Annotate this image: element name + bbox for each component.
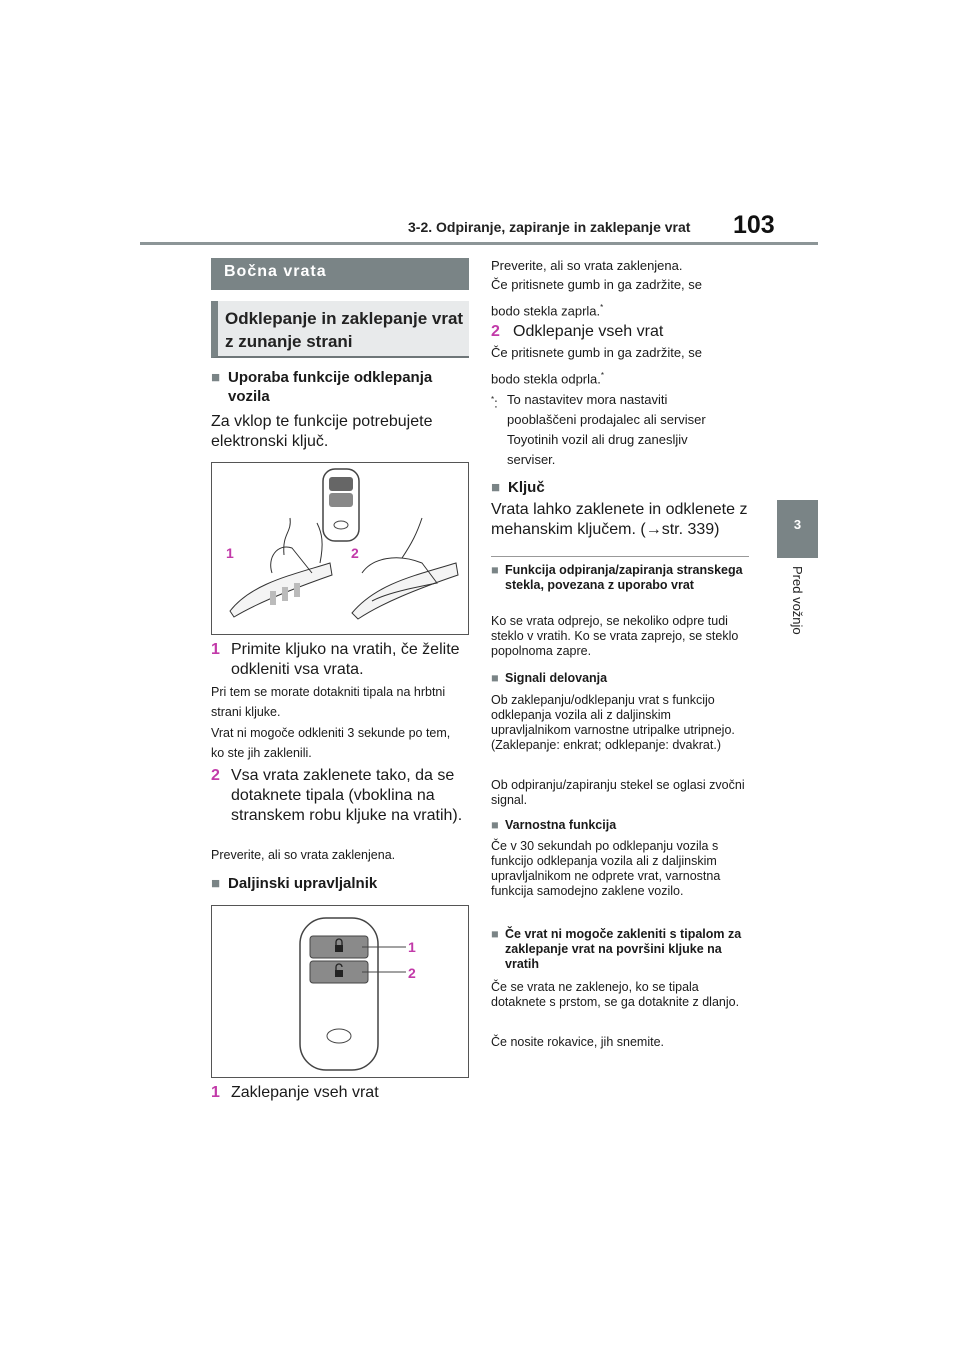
note-signals-text2: Ob odpiranju/zapiranju stekel se oglasi zvočni signal.	[491, 778, 745, 807]
step2-number: 2	[211, 767, 220, 784]
notes-divider	[491, 556, 749, 557]
subsection-title-box	[211, 301, 469, 358]
remote-key-icon	[300, 918, 378, 1070]
footnote	[491, 390, 746, 470]
note-security-heading: Varnostna funkcija	[505, 818, 617, 832]
remote-step2-number: 2	[491, 323, 500, 340]
footnote-marker	[491, 390, 498, 413]
footnote-line3: Toyotinih vozil ali drug zanesljiv	[507, 432, 688, 447]
step1	[211, 640, 466, 680]
note-signals-text1: Ob zaklepanju/odklepanju vrat s funkcijo odklepanja vozila ali z daljinskim upravljalnikom varnostne utripalke utripnejo. (Zaklepanje: enkrat; odklepanje: dvakrat.)	[491, 693, 735, 752]
step1-note2: Vrat ni mogoče odkleniti 3 sekunde po tem, ko ste jih zaklenili.	[211, 726, 451, 760]
hold-unlock-line2	[491, 366, 746, 389]
running-header-title: 3-2. Odpiranje, zapiranje in zaklepanje vrat	[408, 219, 691, 235]
door-handle-figure	[211, 462, 469, 635]
footnote-line2: pooblaščeni prodajalec ali serviser	[507, 412, 706, 427]
step1-note1: Pri tem se morate dotakniti tipala na hrbtni strani kljuke.	[211, 685, 446, 719]
key-text: Vrata lahko zaklenete in odklenete z mehanskim ključem. (→str. 339)	[491, 501, 748, 538]
square-bullet-icon: ■	[491, 479, 501, 496]
hold-lock-line2-text: bodo stekla zaprla.	[491, 303, 601, 319]
step2-note: Preverite, ali so vrata zaklenjena.	[211, 848, 396, 862]
figure1-callout-1: 1	[226, 545, 234, 561]
check-locked-text: Preverite, ali so vrata zaklenjena.	[491, 258, 683, 273]
remote-step1	[211, 1083, 466, 1103]
step1-number: 1	[211, 641, 220, 658]
chapter-label: Pred vožnjo	[790, 566, 805, 635]
square-bullet-icon: ■	[491, 927, 499, 941]
footnote-line4: serviser.	[507, 452, 556, 467]
key-fob-icon	[323, 469, 359, 541]
section-title: Bočna vrata	[224, 263, 327, 280]
note-window-heading: Funkcija odpiranja/zapiranja stranskega stekla, povezana z uporabo vrat	[505, 563, 743, 592]
square-bullet-icon: ■	[491, 563, 499, 577]
square-bullet-icon: ■	[491, 818, 499, 832]
square-bullet-icon: ■	[491, 671, 499, 685]
note-signals-heading: Signali delovanja	[505, 671, 608, 685]
remote-step1-text: Zaklepanje vseh vrat	[231, 1084, 379, 1101]
remote-figure	[211, 905, 469, 1078]
footnote-asterisk: *	[491, 395, 495, 404]
square-bullet-icon: ■	[211, 875, 221, 892]
note-window-text: Ko se vrata odprejo, se nekoliko odpre tudi steklo v vratih. Ko se vrata zaprejo, se steklo popolnoma zapre.	[491, 614, 739, 658]
hold-unlock-line1: Če pritisnete gumb in ga zadržite, se	[491, 345, 702, 360]
section-title-bar	[211, 258, 469, 290]
note-security-text: Če v 30 sekundah po odklepanju vozila s funkcijo odklepanja vozila ali z daljinskim upravljalnikom ne odprete vrat, varnostna funkcija samodejno zaklene vozilo.	[491, 839, 721, 898]
figure2-callout-1: 1	[408, 939, 416, 955]
page-number: 103	[733, 211, 775, 239]
note-security	[491, 818, 749, 833]
remote-step1-number: 1	[211, 1084, 220, 1101]
heading-remote	[211, 874, 461, 893]
heading-smart-unlock	[211, 368, 461, 406]
note-cannot-lock-text2: Če nosite rokavice, jih snemite.	[491, 1035, 664, 1049]
heading-key-text: Ključ	[508, 479, 545, 496]
chapter-number: 3	[793, 517, 802, 532]
figure1-callout-2: 2	[351, 545, 359, 561]
note-signals	[491, 671, 749, 686]
footnote-colon: :	[494, 395, 498, 411]
hold-unlock-line2-text: bodo stekla odprla.	[491, 371, 601, 387]
hold-lock-line1: Če pritisnete gumb in ga zadržite, se	[491, 277, 702, 292]
asterisk-mark: *	[600, 371, 604, 380]
asterisk-mark: *	[600, 303, 604, 312]
note-cannot-lock-heading: Če vrat ni mogoče zakleniti s tipalom za zaklepanje vrat na površini kljuke na vratih	[505, 927, 742, 971]
step2	[211, 766, 466, 826]
heading-remote-text: Daljinski upravljalnik	[228, 875, 378, 892]
note-cannot-lock-text1: Če se vrata ne zaklenejo, ko se tipala dotaknete s prstom, se ga dotaknite z dlanjo.	[491, 980, 740, 1009]
door-handle-illustration	[212, 463, 468, 634]
remote-illustration	[212, 906, 468, 1077]
header-rule	[140, 242, 818, 245]
step1-text: Primite kljuko na vratih, če želite odkleniti vsa vrata.	[231, 641, 460, 678]
remote-step2	[491, 322, 746, 342]
note-cannot-lock	[491, 927, 749, 972]
door-handle-left-icon	[230, 518, 332, 617]
chapter-tab	[777, 500, 818, 558]
remote-step2-text: Odklepanje vseh vrat	[513, 323, 664, 340]
heading-key	[491, 478, 741, 497]
heading-smart-unlock-text: Uporaba funkcije odklepanja vozila	[228, 369, 433, 405]
note-window	[491, 563, 749, 593]
footnote-line1: To nastavitev mora nastaviti	[507, 392, 668, 407]
chapter-label-box	[772, 566, 824, 656]
subsection-title: Odklepanje in zaklepanje vrat z zunanje strani	[225, 309, 464, 351]
door-handle-right-icon	[352, 518, 458, 619]
hold-lock-line2	[491, 298, 746, 321]
figure2-callout-2: 2	[408, 965, 416, 981]
square-bullet-icon: ■	[211, 369, 221, 386]
step2-text: Vsa vrata zaklenete tako, da se dotaknete tipala (vboklina na stranskem robu kljuke na vratih).	[231, 767, 463, 824]
intro-text: Za vklop te funkcije potrebujete elektronski ključ.	[211, 413, 433, 450]
